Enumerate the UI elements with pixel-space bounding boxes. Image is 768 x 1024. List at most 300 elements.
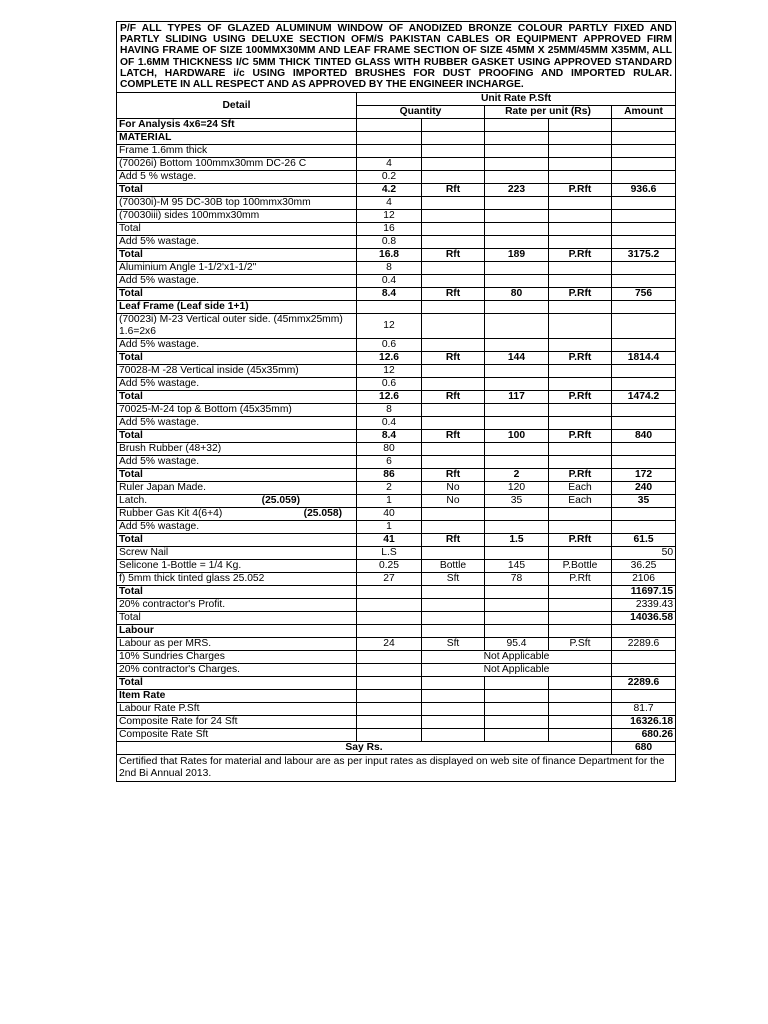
amount-cell xyxy=(612,210,676,223)
detail-cell: Total xyxy=(117,677,357,690)
rate-cell xyxy=(485,119,549,132)
table-row xyxy=(117,417,676,430)
say-row xyxy=(117,742,676,755)
table-row xyxy=(117,521,676,534)
per-cell xyxy=(549,586,612,599)
table-row xyxy=(117,262,676,275)
detail-cell: Total xyxy=(117,249,357,262)
detail-cell: Total xyxy=(117,288,357,301)
rate-cell: 100 xyxy=(485,430,549,443)
rate-cell xyxy=(485,365,549,378)
quantity-cell: 8 xyxy=(357,262,422,275)
quantity-cell xyxy=(357,677,422,690)
detail-cell: Composite Rate for 24 Sft xyxy=(117,716,357,729)
table-row xyxy=(117,573,676,586)
table-row xyxy=(117,586,676,599)
unit-cell xyxy=(422,625,485,638)
amount-cell: 50 xyxy=(612,547,676,560)
amount-cell xyxy=(612,456,676,469)
table-row xyxy=(117,197,676,210)
per-cell xyxy=(549,612,612,625)
rate-cell xyxy=(485,443,549,456)
unit-cell: Sft xyxy=(422,573,485,586)
table-row xyxy=(117,223,676,236)
per-cell xyxy=(549,547,612,560)
amount-cell xyxy=(612,339,676,352)
per-cell xyxy=(549,301,612,314)
unit-cell xyxy=(422,586,485,599)
unit-cell xyxy=(422,703,485,716)
detail-cell xyxy=(117,508,357,521)
per-cell xyxy=(549,690,612,703)
amount-cell: 2289.6 xyxy=(612,638,676,651)
table-row xyxy=(117,365,676,378)
table-row xyxy=(117,184,676,197)
rate-cell xyxy=(485,171,549,184)
quantity-cell: 0.6 xyxy=(357,339,422,352)
quantity-cell: 2 xyxy=(357,482,422,495)
rate-cell xyxy=(485,547,549,560)
detail-cell: Screw Nail xyxy=(117,547,357,560)
rate-cell xyxy=(485,599,549,612)
unit-cell xyxy=(422,314,485,339)
amount-cell xyxy=(612,443,676,456)
per-cell: P.Rft xyxy=(549,352,612,365)
rate-cell xyxy=(485,314,549,339)
quantity-cell: 12 xyxy=(357,314,422,339)
rate-cell xyxy=(485,612,549,625)
quantity-cell: 41 xyxy=(357,534,422,547)
amount-cell: 16326.18 xyxy=(612,716,676,729)
unit-cell xyxy=(422,417,485,430)
detail-cell: 10% Sundries Charges xyxy=(117,651,357,664)
quantity-cell xyxy=(357,625,422,638)
header-quantity: Quantity xyxy=(357,106,485,119)
detail-cell: Add 5% wastage. xyxy=(117,378,357,391)
per-cell xyxy=(549,145,612,158)
header-unit-rate: Unit Rate P.Sft xyxy=(357,93,676,106)
amount-cell: 61.5 xyxy=(612,534,676,547)
quantity-cell: 4 xyxy=(357,197,422,210)
unit-cell: Bottle xyxy=(422,560,485,573)
detail-cell: Frame 1.6mm thick xyxy=(117,145,357,158)
detail-cell: Total xyxy=(117,534,357,547)
per-cell xyxy=(549,716,612,729)
table-row xyxy=(117,534,676,547)
rate-cell: 78 xyxy=(485,573,549,586)
amount-cell xyxy=(612,301,676,314)
per-cell xyxy=(549,210,612,223)
detail-cell: MATERIAL xyxy=(117,132,357,145)
unit-cell: Rft xyxy=(422,430,485,443)
unit-cell xyxy=(422,716,485,729)
quantity-cell: 8 xyxy=(357,404,422,417)
quantity-cell: 0.2 xyxy=(357,171,422,184)
quantity-cell xyxy=(357,651,422,664)
amount-cell: 14036.58 xyxy=(612,612,676,625)
amount-cell xyxy=(612,508,676,521)
table-row xyxy=(117,119,676,132)
amount-cell xyxy=(612,664,676,677)
per-cell xyxy=(549,171,612,184)
unit-cell xyxy=(422,339,485,352)
per-cell: P.Rft xyxy=(549,534,612,547)
amount-cell: 11697.15 xyxy=(612,586,676,599)
unit-cell: Rft xyxy=(422,352,485,365)
table-row xyxy=(117,625,676,638)
quantity-cell xyxy=(357,612,422,625)
rate-cell: 80 xyxy=(485,288,549,301)
detail-cell: Total xyxy=(117,352,357,365)
amount-cell xyxy=(612,145,676,158)
detail-cell: Labour as per MRS. xyxy=(117,638,357,651)
table-row xyxy=(117,703,676,716)
unit-cell xyxy=(422,223,485,236)
per-cell xyxy=(549,314,612,339)
rate-cell: 2 xyxy=(485,469,549,482)
amount-cell: 1814.4 xyxy=(612,352,676,365)
table-row xyxy=(117,339,676,352)
rate-cell xyxy=(485,236,549,249)
rate-cell xyxy=(485,729,549,742)
table-row xyxy=(117,495,676,508)
unit-cell: Rft xyxy=(422,288,485,301)
quantity-cell: 12 xyxy=(357,210,422,223)
per-cell: Each xyxy=(549,482,612,495)
quantity-cell xyxy=(357,586,422,599)
rate-analysis-table xyxy=(116,21,676,782)
table-row xyxy=(117,301,676,314)
per-cell xyxy=(549,197,612,210)
amount-cell xyxy=(612,236,676,249)
per-cell xyxy=(549,703,612,716)
amount-cell xyxy=(612,158,676,171)
detail-cell: For Analysis 4x6=24 Sft xyxy=(117,119,357,132)
quantity-cell: 24 xyxy=(357,638,422,651)
table-row xyxy=(117,690,676,703)
detail-cell: Add 5% wastage. xyxy=(117,275,357,288)
amount-cell: 240 xyxy=(612,482,676,495)
per-cell xyxy=(549,339,612,352)
per-cell xyxy=(549,443,612,456)
rate-cell xyxy=(485,716,549,729)
rate-cell xyxy=(485,378,549,391)
detail-cell: Add 5% wastage. xyxy=(117,521,357,534)
quantity-cell: 0.25 xyxy=(357,560,422,573)
amount-cell xyxy=(612,132,676,145)
amount-cell: 172 xyxy=(612,469,676,482)
rate-cell xyxy=(485,703,549,716)
per-cell xyxy=(549,456,612,469)
quantity-cell: L.S xyxy=(357,547,422,560)
unit-cell xyxy=(422,456,485,469)
per-cell xyxy=(549,236,612,249)
rate-cell: 223 xyxy=(485,184,549,197)
rate-cell xyxy=(485,456,549,469)
rate-cell xyxy=(485,339,549,352)
table-row xyxy=(117,288,676,301)
footer-row xyxy=(117,755,676,782)
table-row xyxy=(117,158,676,171)
amount-cell xyxy=(612,404,676,417)
unit-cell xyxy=(422,365,485,378)
per-cell xyxy=(549,158,612,171)
rate-cell xyxy=(485,145,549,158)
unit-cell xyxy=(422,158,485,171)
table-row xyxy=(117,547,676,560)
per-cell xyxy=(549,275,612,288)
quantity-cell: 12 xyxy=(357,365,422,378)
per-cell: P.Rft xyxy=(549,430,612,443)
say-value: 680 xyxy=(612,742,676,755)
unit-cell: No xyxy=(422,482,485,495)
table-row xyxy=(117,456,676,469)
detail-cell: Add 5 % wstage. xyxy=(117,171,357,184)
detail-cell: Labour Rate P.Sft xyxy=(117,703,357,716)
detail-cell: 20% contractor's Charges. xyxy=(117,664,357,677)
quantity-cell: 8.4 xyxy=(357,288,422,301)
amount-cell xyxy=(612,197,676,210)
table-row xyxy=(117,404,676,417)
per-cell xyxy=(549,378,612,391)
header-amount: Amount xyxy=(612,106,676,119)
amount-cell: 2106 xyxy=(612,573,676,586)
table-row xyxy=(117,249,676,262)
quantity-cell: 0.6 xyxy=(357,378,422,391)
unit-cell xyxy=(422,690,485,703)
quantity-cell: 4.2 xyxy=(357,184,422,197)
title-row xyxy=(117,22,676,93)
amount-cell: 35 xyxy=(612,495,676,508)
quantity-cell: 80 xyxy=(357,443,422,456)
header-detail: Detail xyxy=(117,93,357,119)
unit-cell xyxy=(422,119,485,132)
per-cell xyxy=(549,521,612,534)
unit-cell xyxy=(422,547,485,560)
unit-cell xyxy=(422,521,485,534)
detail-cell: Add 5% wastage. xyxy=(117,417,357,430)
unit-cell xyxy=(422,275,485,288)
rate-cell xyxy=(485,197,549,210)
quantity-cell: 16.8 xyxy=(357,249,422,262)
per-cell: P.Sft xyxy=(549,638,612,651)
table-row xyxy=(117,275,676,288)
table-row xyxy=(117,664,676,677)
table-row xyxy=(117,599,676,612)
detail-cell: Brush Rubber (48+32) xyxy=(117,443,357,456)
table-row xyxy=(117,716,676,729)
table-row xyxy=(117,443,676,456)
unit-cell: No xyxy=(422,495,485,508)
rate-cell xyxy=(485,132,549,145)
table-row xyxy=(117,378,676,391)
amount-cell: 1474.2 xyxy=(612,391,676,404)
table-row xyxy=(117,145,676,158)
detail-cell: Total xyxy=(117,184,357,197)
detail-cell: Add 5% wastage. xyxy=(117,236,357,249)
detail-cell: Total xyxy=(117,612,357,625)
rate-cell xyxy=(485,690,549,703)
per-cell xyxy=(549,729,612,742)
quantity-cell: 16 xyxy=(357,223,422,236)
detail-cell: Total xyxy=(117,391,357,404)
schedule-code: (25.058) xyxy=(303,508,342,520)
amount-cell: 680.26 xyxy=(612,729,676,742)
amount-cell: 840 xyxy=(612,430,676,443)
detail-text: Latch. xyxy=(119,495,148,507)
per-cell xyxy=(549,404,612,417)
per-cell xyxy=(549,417,612,430)
unit-cell xyxy=(422,210,485,223)
unit-cell xyxy=(422,378,485,391)
detail-cell: Add 5% wastage. xyxy=(117,339,357,352)
detail-cell: Total xyxy=(117,469,357,482)
amount-cell xyxy=(612,417,676,430)
table-row xyxy=(117,677,676,690)
detail-cell xyxy=(117,495,357,508)
per-cell: P.Rft xyxy=(549,391,612,404)
quantity-cell xyxy=(357,690,422,703)
unit-cell xyxy=(422,132,485,145)
detail-cell: 70025-M-24 top & Bottom (45x35mm) xyxy=(117,404,357,417)
unit-cell xyxy=(422,197,485,210)
quantity-cell: 0.8 xyxy=(357,236,422,249)
quantity-cell xyxy=(357,703,422,716)
per-cell xyxy=(549,365,612,378)
unit-cell: Rft xyxy=(422,249,485,262)
rate-cell xyxy=(485,223,549,236)
detail-cell: (70023i) M-23 Vertical outer side. (45mmx25mm) 1.6=2x6 xyxy=(117,314,357,339)
amount-cell xyxy=(612,690,676,703)
rate-cell xyxy=(485,262,549,275)
amount-cell: 2289.6 xyxy=(612,677,676,690)
rate-cell: 145 xyxy=(485,560,549,573)
quantity-cell xyxy=(357,119,422,132)
quantity-cell: 6 xyxy=(357,456,422,469)
table-row xyxy=(117,729,676,742)
rate-cell: 95.4 xyxy=(485,638,549,651)
unit-cell xyxy=(422,145,485,158)
quantity-cell: 12.6 xyxy=(357,391,422,404)
per-cell xyxy=(549,262,612,275)
amount-cell xyxy=(612,625,676,638)
amount-cell xyxy=(612,378,676,391)
rate-cell xyxy=(485,417,549,430)
table-row xyxy=(117,508,676,521)
unit-cell: Rft xyxy=(422,534,485,547)
quantity-cell: 12.6 xyxy=(357,352,422,365)
unit-cell: Sft xyxy=(422,638,485,651)
quantity-cell xyxy=(357,132,422,145)
unit-cell xyxy=(422,612,485,625)
per-cell: Each xyxy=(549,495,612,508)
amount-cell: 81.7 xyxy=(612,703,676,716)
per-cell xyxy=(549,677,612,690)
unit-cell xyxy=(422,677,485,690)
table-row xyxy=(117,612,676,625)
unit-cell: Rft xyxy=(422,391,485,404)
amount-cell xyxy=(612,223,676,236)
rate-cell xyxy=(485,625,549,638)
amount-cell xyxy=(612,171,676,184)
quantity-cell: 27 xyxy=(357,573,422,586)
detail-text: Rubber Gas Kit 4(6+4) xyxy=(119,508,223,520)
per-cell: P.Bottle xyxy=(549,560,612,573)
detail-cell: Item Rate xyxy=(117,690,357,703)
unit-cell xyxy=(422,599,485,612)
rate-cell xyxy=(485,508,549,521)
detail-cell: Total xyxy=(117,430,357,443)
unit-cell xyxy=(422,236,485,249)
per-cell xyxy=(549,119,612,132)
per-cell: P.Rft xyxy=(549,469,612,482)
detail-cell: Labour xyxy=(117,625,357,638)
amount-cell xyxy=(612,651,676,664)
per-cell xyxy=(549,223,612,236)
per-cell: P.Rft xyxy=(549,249,612,262)
quantity-cell xyxy=(357,145,422,158)
quantity-cell: 40 xyxy=(357,508,422,521)
header-rate-per-unit: Rate per unit (Rs) xyxy=(485,106,612,119)
quantity-cell xyxy=(357,716,422,729)
table-row xyxy=(117,171,676,184)
rate-cell: 144 xyxy=(485,352,549,365)
amount-cell xyxy=(612,262,676,275)
rate-cell: 1.5 xyxy=(485,534,549,547)
per-cell: P.Rft xyxy=(549,573,612,586)
header-row-1 xyxy=(117,93,676,106)
unit-cell: Rft xyxy=(422,469,485,482)
quantity-cell: 1 xyxy=(357,521,422,534)
table-row xyxy=(117,314,676,339)
table-row xyxy=(117,236,676,249)
table-row xyxy=(117,132,676,145)
quantity-cell: 8.4 xyxy=(357,430,422,443)
detail-cell: (70026i) Bottom 100mmx30mm DC-26 C xyxy=(117,158,357,171)
table-row xyxy=(117,352,676,365)
table-row xyxy=(117,638,676,651)
unit-cell xyxy=(422,262,485,275)
unit-cell xyxy=(422,508,485,521)
unit-cell: Rft xyxy=(422,184,485,197)
rate-cell xyxy=(485,158,549,171)
unit-cell xyxy=(422,404,485,417)
quantity-cell xyxy=(357,664,422,677)
per-cell xyxy=(549,599,612,612)
quantity-cell: 4 xyxy=(357,158,422,171)
rate-cell: 35 xyxy=(485,495,549,508)
per-cell xyxy=(549,508,612,521)
per-cell: P.Rft xyxy=(549,288,612,301)
unit-cell xyxy=(422,301,485,314)
detail-cell: (70030i)-M 95 DC-30B top 100mmx30mm xyxy=(117,197,357,210)
detail-cell: f) 5mm thick tinted glass 25.052 xyxy=(117,573,357,586)
not-applicable-cell: Not Applicable xyxy=(422,651,612,664)
quantity-cell xyxy=(357,301,422,314)
per-cell xyxy=(549,132,612,145)
detail-cell: 70028-M -28 Vertical inside (45x35mm) xyxy=(117,365,357,378)
unit-cell xyxy=(422,171,485,184)
rate-cell: 117 xyxy=(485,391,549,404)
schedule-code: (25.059) xyxy=(261,495,300,507)
amount-cell xyxy=(612,119,676,132)
not-applicable-cell: Not Applicable xyxy=(422,664,612,677)
detail-cell: (70030iii) sides 100mmx30mm xyxy=(117,210,357,223)
rate-cell xyxy=(485,404,549,417)
rate-cell xyxy=(485,521,549,534)
rate-cell xyxy=(485,210,549,223)
amount-cell xyxy=(612,365,676,378)
